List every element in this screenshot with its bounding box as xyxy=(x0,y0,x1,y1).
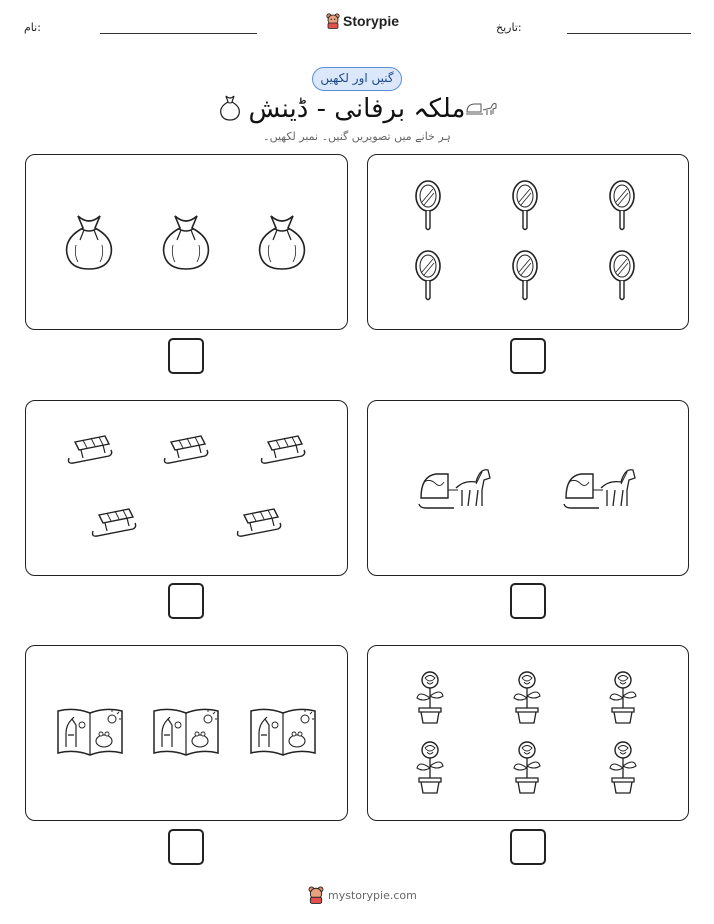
rose-pot-icon xyxy=(413,740,447,794)
name-line[interactable] xyxy=(100,33,257,34)
mirror-icon xyxy=(607,180,637,232)
horse-sleigh-icon xyxy=(465,98,499,118)
bear-logo-icon xyxy=(308,886,324,904)
answer-box[interactable] xyxy=(168,583,204,619)
horse-sleigh-icon xyxy=(418,460,494,514)
mirror-icon xyxy=(510,250,540,302)
instruction-pill: گنیں اور لکھیں xyxy=(312,67,402,91)
footer-url[interactable]: mystorypie.com xyxy=(328,888,417,902)
sled-icon xyxy=(89,505,139,541)
answer-box[interactable] xyxy=(510,829,546,865)
storybook-icon xyxy=(152,705,220,759)
rose-pot-icon xyxy=(510,740,544,794)
sack-icon xyxy=(62,210,116,272)
footer xyxy=(308,886,417,904)
date-line[interactable] xyxy=(567,33,691,34)
sled-icon xyxy=(161,432,211,468)
sled-icon xyxy=(258,432,308,468)
name-label: نام: xyxy=(24,21,41,34)
answer-box[interactable] xyxy=(510,338,546,374)
page-title: ملکہ برفانی - ڈینش xyxy=(248,94,466,124)
answer-box[interactable] xyxy=(168,829,204,865)
horse-sleigh-icon xyxy=(563,460,639,514)
brand-logo xyxy=(326,13,399,29)
mirror-icon xyxy=(607,250,637,302)
rose-pot-icon xyxy=(606,670,640,724)
date-label: تاریخ: xyxy=(496,21,522,34)
brand-name: Storypie xyxy=(343,13,400,29)
sack-icon xyxy=(159,210,213,272)
sled-icon xyxy=(65,432,115,468)
answer-box[interactable] xyxy=(510,583,546,619)
bear-logo-icon xyxy=(326,13,340,29)
counting-panel-sleds xyxy=(25,400,348,576)
rose-pot-icon xyxy=(606,740,640,794)
storybook-icon xyxy=(56,705,124,759)
sled-icon xyxy=(234,505,284,541)
mirror-icon xyxy=(413,250,443,302)
rose-pot-icon xyxy=(413,670,447,724)
answer-box[interactable] xyxy=(168,338,204,374)
sack-icon xyxy=(255,210,309,272)
counting-panel-horse-sleighs xyxy=(367,400,689,576)
storybook-icon xyxy=(249,705,317,759)
rose-pot-icon xyxy=(510,670,544,724)
subtitle: ہر خانے میں تصویریں گنیں۔ نمبر لکھیں۔ xyxy=(263,130,451,143)
mirror-icon xyxy=(413,180,443,232)
mirror-icon xyxy=(510,180,540,232)
